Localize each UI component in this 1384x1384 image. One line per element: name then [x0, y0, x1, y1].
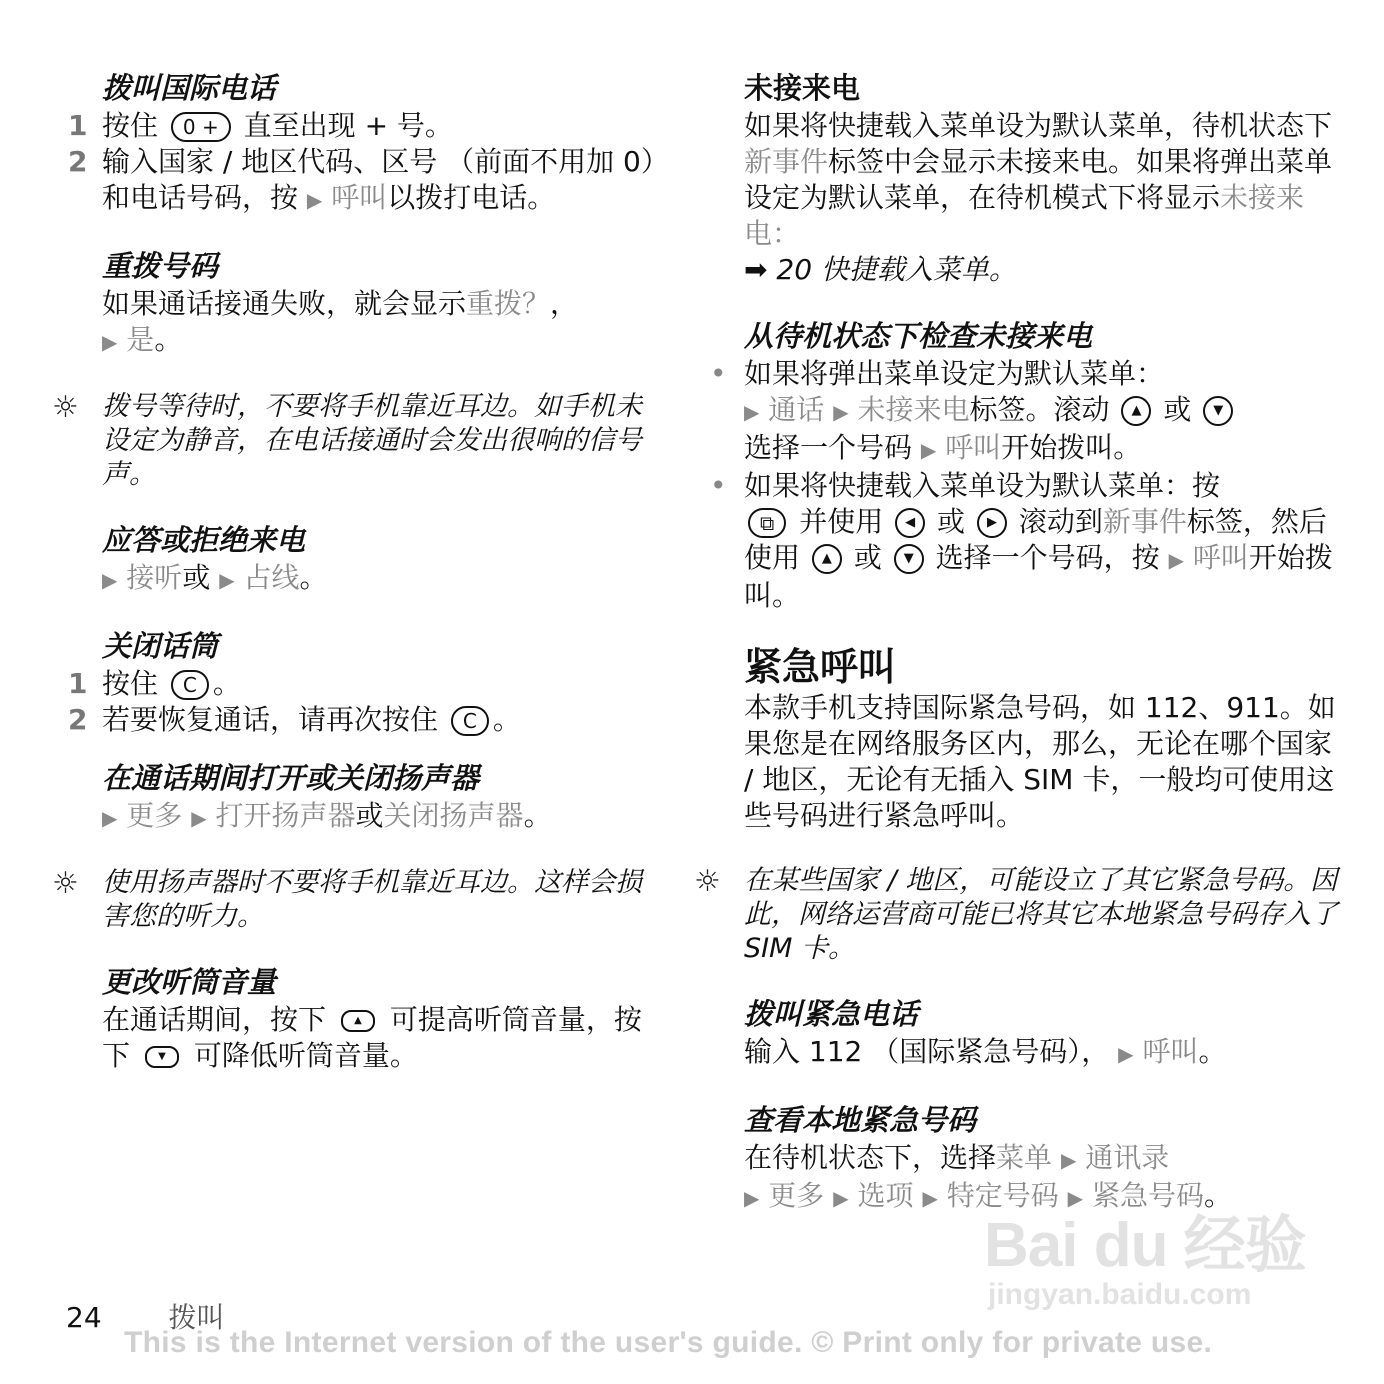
heading-missed-calls: 未接来电	[744, 71, 861, 105]
arrow-icon: ▶	[922, 1186, 938, 1210]
tab-new-events: 新事件	[1102, 505, 1187, 538]
menu-item-more: 更多	[126, 799, 183, 832]
menu-item-answer: 接听	[126, 561, 183, 594]
left-column	[52, 70, 664, 1074]
right-column	[694, 70, 1346, 1216]
heading-dial-emergency: 拨叫紧急电话	[744, 997, 919, 1031]
nav-right-key-icon: ▶	[977, 508, 1007, 538]
disclaimer: This is the Internet version of the user's guide. © Print only for private use.	[124, 1326, 1213, 1359]
watermark-url: jingyan.baidu.com	[988, 1278, 1252, 1311]
menu-item-emergency-numbers: 紧急号码	[1091, 1179, 1204, 1212]
menu-item-call: 呼叫	[945, 431, 1002, 464]
step-number: 1	[68, 109, 88, 142]
heading-emergency-calls: 紧急呼叫	[744, 645, 897, 689]
bullet-item: • 如果将弹出菜单设定为默认菜单： ▶ 通话 ▶ 未接来电标签。滚动 ▲ 或 ▼ 选择一个号码 ▶ 呼叫开始拨叫。	[706, 356, 1346, 468]
volume-down-key-icon: ▼	[145, 1046, 179, 1068]
menu-item-speaker-off: 关闭扬声器	[383, 799, 524, 832]
view-local-emergency-text: 在待机状态下，选择菜单 ▶ 通讯录 ▶ 更多 ▶ 选项 ▶ 特定号码 ▶ 紧急号码。	[744, 1141, 1232, 1212]
menu-item-redial: 重拨？	[466, 287, 551, 320]
volume-up-key-icon: ▲	[341, 1010, 375, 1032]
step-number: 2	[68, 145, 88, 178]
arrow-icon: ▶	[744, 1186, 760, 1210]
bullet-icon: •	[710, 469, 727, 502]
menu-item-speaker-on: 打开扬声器	[215, 799, 356, 832]
tip-note: ☼ 拨号等待时，不要将手机靠近耳边。如手机未设定为静音，在电话接通时会发出很响的信号声。	[52, 390, 642, 490]
emergency-text: 本款手机支持国际紧急号码，如 112、911。如果您是在网络服务区内，那么，无论在哪个国家 / 地区，无论有无插入 SIM 卡，一般均可使用这些号码进行紧急呼叫。	[744, 691, 1336, 832]
nav-down-key-icon: ▼	[1203, 396, 1233, 426]
nav-up-key-icon: ▲	[812, 544, 842, 574]
heading-mute-mic: 关闭话筒	[102, 629, 219, 663]
cross-reference: ➡ 20 快捷载入菜单。	[744, 253, 1017, 286]
menu-item-yes: 是	[126, 323, 155, 356]
arrow-icon: ▶	[1060, 1148, 1077, 1172]
step-number: 1	[68, 667, 88, 700]
arrow-icon: ▶	[102, 806, 118, 830]
menu-item-options: 选项	[857, 1179, 914, 1212]
menu-item-missed-calls: 未接来电	[857, 393, 970, 426]
missed-calls-text: 如果将快捷载入菜单设为默认菜单，待机状态下新事件标签中会显示未接来电。如果将弹出菜单设定为默认菜单，在待机模式下将显示未接来电：	[744, 109, 1333, 250]
lightbulb-icon: ☼	[52, 866, 79, 901]
tip-note: ☼ 使用扬声器时不要将手机靠近耳边。这样会损害您的听力。	[52, 866, 642, 932]
watermark-logo: Bai du 经验	[984, 1211, 1306, 1280]
baidu-watermark	[984, 1211, 1306, 1312]
dial-emergency-text: 输入 112 （国际紧急号码）， ▶ 呼叫。	[744, 1035, 1227, 1068]
zero-plus-key-icon: 0 +	[171, 112, 231, 142]
menu-item-call: 呼叫	[1142, 1035, 1199, 1068]
menu-item-call: 呼叫	[1192, 541, 1249, 574]
menu-item-menu: 菜单	[996, 1141, 1053, 1174]
c-key-icon: C	[171, 670, 209, 700]
step-1: 1 按住 C 。	[68, 667, 241, 700]
redial-text: 如果通话接通失败，就会显示重拨？， ▶ 是。	[102, 287, 579, 356]
step-1: 1 按住 0 + 直至出现 + 号。	[68, 109, 453, 142]
c-key-icon: C	[451, 706, 489, 736]
volume-text: 在通话期间，按下 ▲ 可提高听筒音量，按下 ▼ 可降低听筒音量。	[102, 1003, 642, 1072]
arrow-icon: ▶	[102, 568, 118, 592]
arrow-icon: ▶	[920, 438, 937, 462]
step-2: 2 若要恢复通话，请再次按住 C 。	[68, 703, 521, 736]
page-number: 24	[66, 1301, 102, 1334]
arrow-right-icon: ➡	[744, 253, 768, 286]
arrow-icon: ▶	[191, 806, 207, 830]
speaker-text: ▶ 更多 ▶ 打开扬声器或关闭扬声器。	[102, 799, 552, 832]
arrow-icon: ▶	[1168, 548, 1184, 572]
tab-new-events: 新事件	[744, 145, 829, 178]
answer-reject-text: ▶ 接听或 ▶ 占线。	[102, 561, 328, 594]
tip-note: ☼ 在某些国家 / 地区，可能设立了其它紧急号码。因此，网络运营商可能已将其它本地紧急号码存入了SIM 卡。	[694, 864, 1338, 964]
arrow-icon: ▶	[744, 400, 760, 424]
step-number: 2	[68, 703, 88, 736]
nav-down-key-icon: ▼	[894, 544, 924, 574]
arrow-icon: ▶	[833, 1186, 849, 1210]
nav-up-key-icon: ▲	[1121, 396, 1151, 426]
heading-answer-reject: 应答或拒绝来电	[102, 523, 306, 557]
heading-redial: 重拨号码	[102, 249, 219, 283]
arrow-icon: ▶	[833, 400, 849, 424]
bullet-icon: •	[710, 357, 727, 390]
arrow-icon: ▶	[1118, 1042, 1134, 1066]
menu-item-calls: 通话	[768, 393, 825, 426]
arrow-icon: ▶	[102, 330, 118, 354]
arrow-icon: ▶	[1067, 1186, 1084, 1210]
menu-item-special-numbers: 特定号码	[946, 1179, 1059, 1212]
lightbulb-icon: ☼	[52, 390, 79, 425]
menu-item-busy: 占线	[243, 561, 300, 594]
step-2: 2 输入国家 / 地区代码、区号 （前面不用加 0）和电话号码，按 ▶ 呼叫以拨打电话。	[68, 145, 655, 214]
heading-check-missed: 从待机状态下检查未接来电	[744, 319, 1093, 353]
arrow-icon: ▶	[306, 188, 323, 212]
menu-item-more: 更多	[768, 1179, 825, 1212]
chapter-title: 拨叫	[168, 1301, 225, 1334]
nav-left-key-icon: ◀	[895, 508, 925, 538]
menu-item-missed-calls: 未接来电：	[744, 181, 1305, 250]
lightbulb-icon: ☼	[694, 864, 721, 899]
menu-item-call: 呼叫	[331, 181, 388, 214]
heading-speaker: 在通话期间打开或关闭扬声器	[102, 761, 480, 795]
shortcut-key-icon: ⧉	[748, 508, 786, 538]
menu-item-phonebook: 通讯录	[1085, 1141, 1170, 1174]
arrow-icon: ▶	[219, 568, 235, 592]
heading-international-call: 拨叫国际电话	[102, 71, 277, 105]
heading-view-local-emergency: 查看本地紧急号码	[744, 1103, 977, 1137]
heading-volume: 更改听筒音量	[102, 965, 277, 999]
bullet-item: • 如果将快捷载入菜单设为默认菜单：按 ⧉ 并使用 ◀ 或 ▶ 滚动到新事件标签，然后使用 ▲ 或 ▼ 选择一个号码，按 ▶ 呼叫开始拨叫。	[710, 469, 1333, 612]
